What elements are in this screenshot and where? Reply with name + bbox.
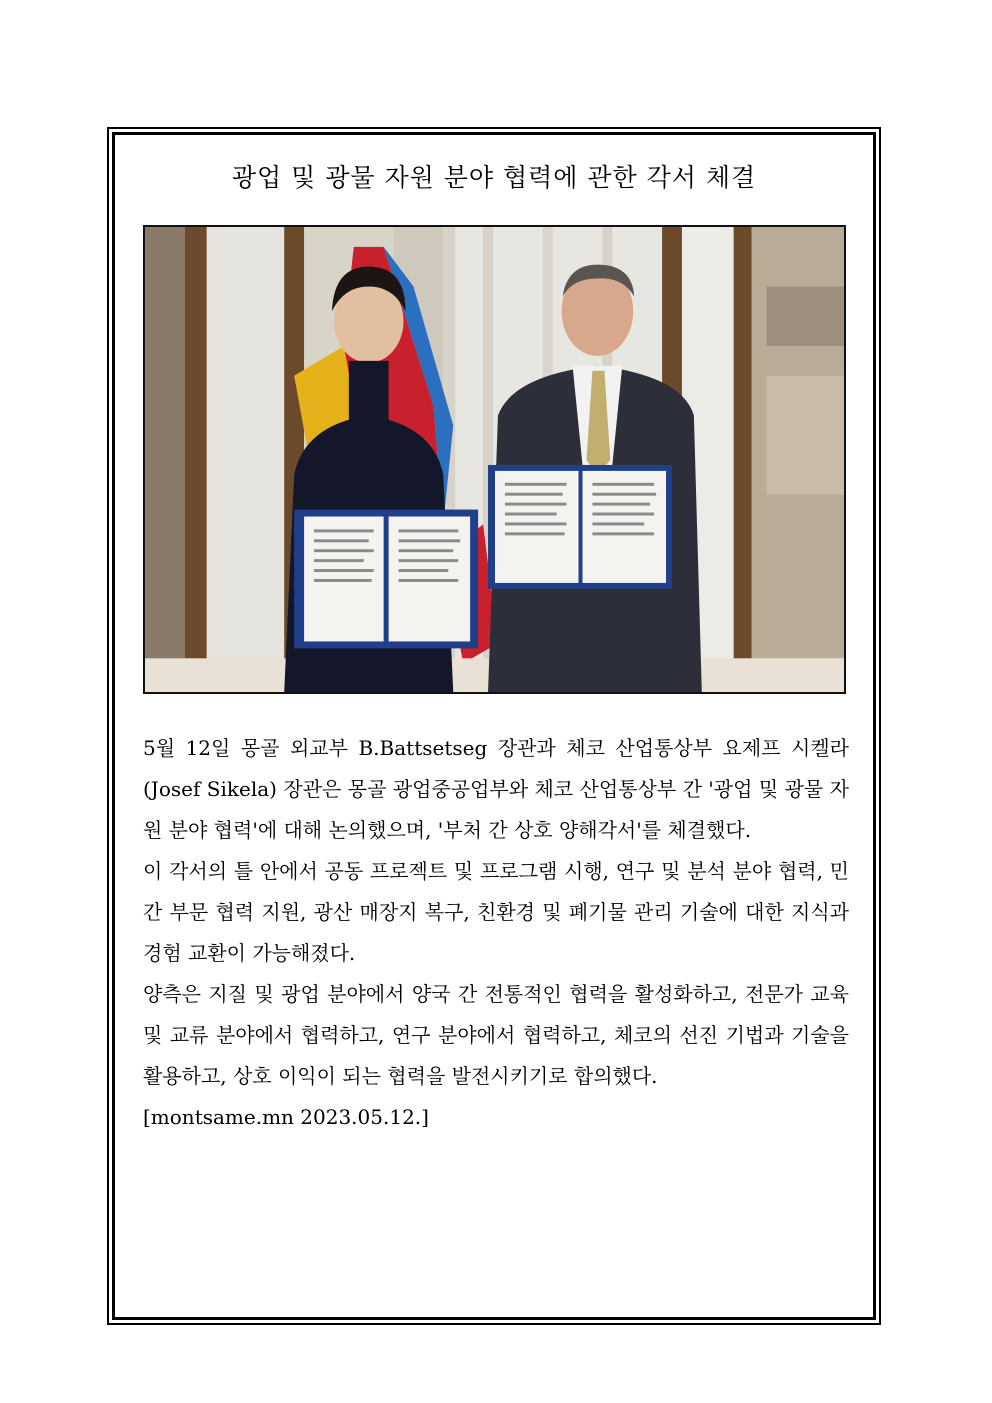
paragraph-2: 이 각서의 틀 안에서 공동 프로젝트 및 프로그램 시행, 연구 및 분석 분야 협력, 민간 부문 협력 지원, 광산 매장지 복구, 친환경 및 폐기물 관리 기술에 대한 지식과 경험 교환이 가능해졌다. — [143, 859, 849, 965]
paragraph-3: 양측은 지질 및 광업 분야에서 양국 간 전통적인 협력을 활성화하고, 전문가 교육 및 교류 분야에서 협력하고, 연구 분야에서 협력하고, 체코의 선진 기법과 기술을 활용하고, 상호 이익이 되는 협력을 발전시키기로 합의했다. — [143, 982, 849, 1088]
paragraph-1: 5월 12일 몽골 외교부 B.Battsetseg 장관과 체코 산업통상부 요제프 시켈라(Josef Sikela) 장관은 몽골 광업중공업부와 체코 산업통상부 간 '광업 및 광물 자원 분야 협력'에 대해 논의했으며, '부처 간 상호 양해각서'를 체결했다. — [143, 736, 849, 842]
source-citation: [montsame.mn 2023.05.12.] — [143, 1105, 429, 1129]
article-body — [143, 728, 849, 1138]
marble-left — [145, 227, 185, 692]
photo-illustration — [145, 227, 844, 692]
signing-ceremony-photo — [143, 225, 846, 694]
document-title: 광업 및 광물 자원 분야 협력에 관한 각서 체결 — [231, 163, 757, 192]
